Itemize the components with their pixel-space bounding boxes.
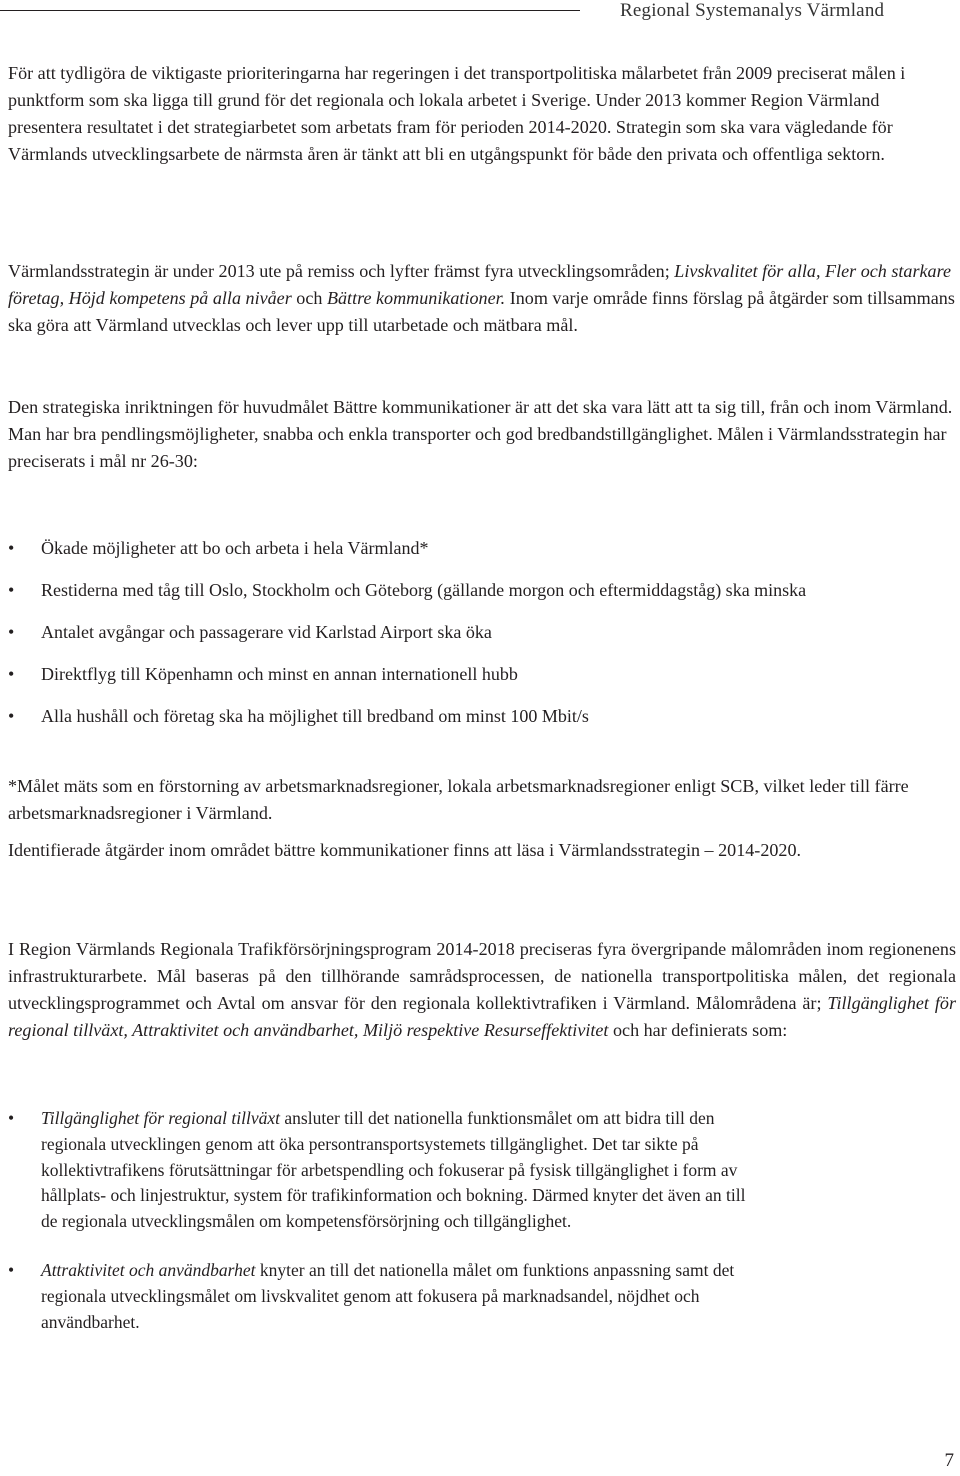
goals-list [8,535,908,745]
list-item: • Alla hushåll och företag ska ha möjlighet till bredband om minst 100 Mbit/s [8,703,908,730]
header-rule [0,10,580,11]
paragraph-trafikforsorjningsprogram [8,936,956,1044]
paragraph-text: och [291,288,327,308]
definitions-list [8,1106,748,1335]
list-item [8,1106,748,1235]
definition-text: ansluter till det nationella funktionsmålet om att bidra till den regionala utvecklingen genom att öka persontransportsystemets tillgänglighet. Det tar sikte på kollektivtrafikens förutsättningar för arbetspendling och fokuserar på fysisk tillgänglighet i form av hållplats- och linjestruktur, system för trafikinformation och bokning. Därmed knyter det även an till de regionala utvecklingsmålen om kompetensförsörjning och tillgänglighet. [41,1108,746,1232]
paragraph-text: Inom varje område finns förslag på åtgärder som tillsammans ska göra att Värmland utvecklas och lever upp till utarbetade och mätbara mål. [8,288,955,335]
list-item: • Restiderna med tåg till Oslo, Stockholm och Göteborg (gällande morgon och eftermiddagståg) ska minska [8,577,908,604]
paragraph-text: I Region Värmlands Regionala Trafikförsörjningsprogram 2014-2018 preciseras fyra övergripande målområden inom regionenens infrastrukturarbete. Mål baseras på den tillhörande samrådsprocessen, de nationella transportpolitiska målen, det regionala utvecklingsprogrammet och Avtal om ansvar för den regionala kollektivtrafiken i Värmland. Målområdena är; [8,939,956,1013]
list-item: • Antalet avgångar och passagerare vid Karlstad Airport ska öka [8,619,908,646]
definition-text: knyter an till det nationella målet om funktions anpassning samt det regionala utvecklingsmålet om livskvalitet genom att fokusera på marknadsandel, nöjdhet och användbarhet. [41,1259,735,1332]
paragraph-strategic-direction: Den strategiska inriktningen för huvudmålet Bättre kommunikationer är att det ska vara lätt att ta sig till, från och inom Värmland. Man har bra pendlingsmöjligheter, snabba och enkla transporter och god bredbandstillgänglighet. Målen i Värmlandsstrategin har preciserats i mål nr 26-30: [8,397,953,471]
running-header: Regional Systemanalys Värmland [620,0,885,21]
italic-areas: Livskvalitet för alla, Fler och starkare företag, Höjd kompetens på alla nivåer [8,261,951,308]
paragraph-varmlandsstrategin [8,258,956,339]
definition-term: Attraktivitet och användbarhet [41,1259,256,1280]
paragraph-identified-measures: Identifierade åtgärder inom området bättre kommunikationer finns att läsa i Värmlandsstrategin – 2014-2020. [8,840,802,860]
definition-term: Tillgänglighet för regional tillväxt [41,1108,281,1128]
paragraph-intro: För att tydligöra de viktigaste prioriteringarna har regeringen i det transportpolitiska målarbetet från 2009 preciserat målen i punktform som ska ligga till grund för det regionala och lokala arbetet i Sverige. Under 2013 kommer Region Värmland presentera resultatet i det strategiarbetet som arbetats fram för perioden 2014-2020. Strategin som ska vara vägledande för Värmlands utvecklingsarbete de närmsta åren är tänkt att bli en utgångspunkt för både den privata och offentliga sektorn. [8,63,906,164]
paragraph-text: Värmlandsstrategin är under 2013 ute på remiss och lyfter främst fyra utvecklingsområden; [8,261,675,281]
page-number: 7 [944,1450,954,1471]
paragraph-text: och har definierats som: [608,1020,788,1040]
italic-target-areas: Tillgänglighet för regional tillväxt, Attraktivitet och användbarhet, Miljö respektive Resurseffektivitet [8,993,956,1040]
footnote: *Målet mäts som en förstorning av arbetsmarknadsregioner, lokala arbetsmarknadsregioner enligt SCB, vilket leder till färre arbetsmarknadsregioner i Värmland. [8,776,909,823]
italic-area: Bättre kommunikationer. [326,288,506,308]
list-item [8,1258,748,1335]
list-item: • Direktflyg till Köpenhamn och minst en annan internationell hubb [8,661,908,688]
list-item: • Ökade möjligheter att bo och arbeta i hela Värmland* [8,535,908,562]
